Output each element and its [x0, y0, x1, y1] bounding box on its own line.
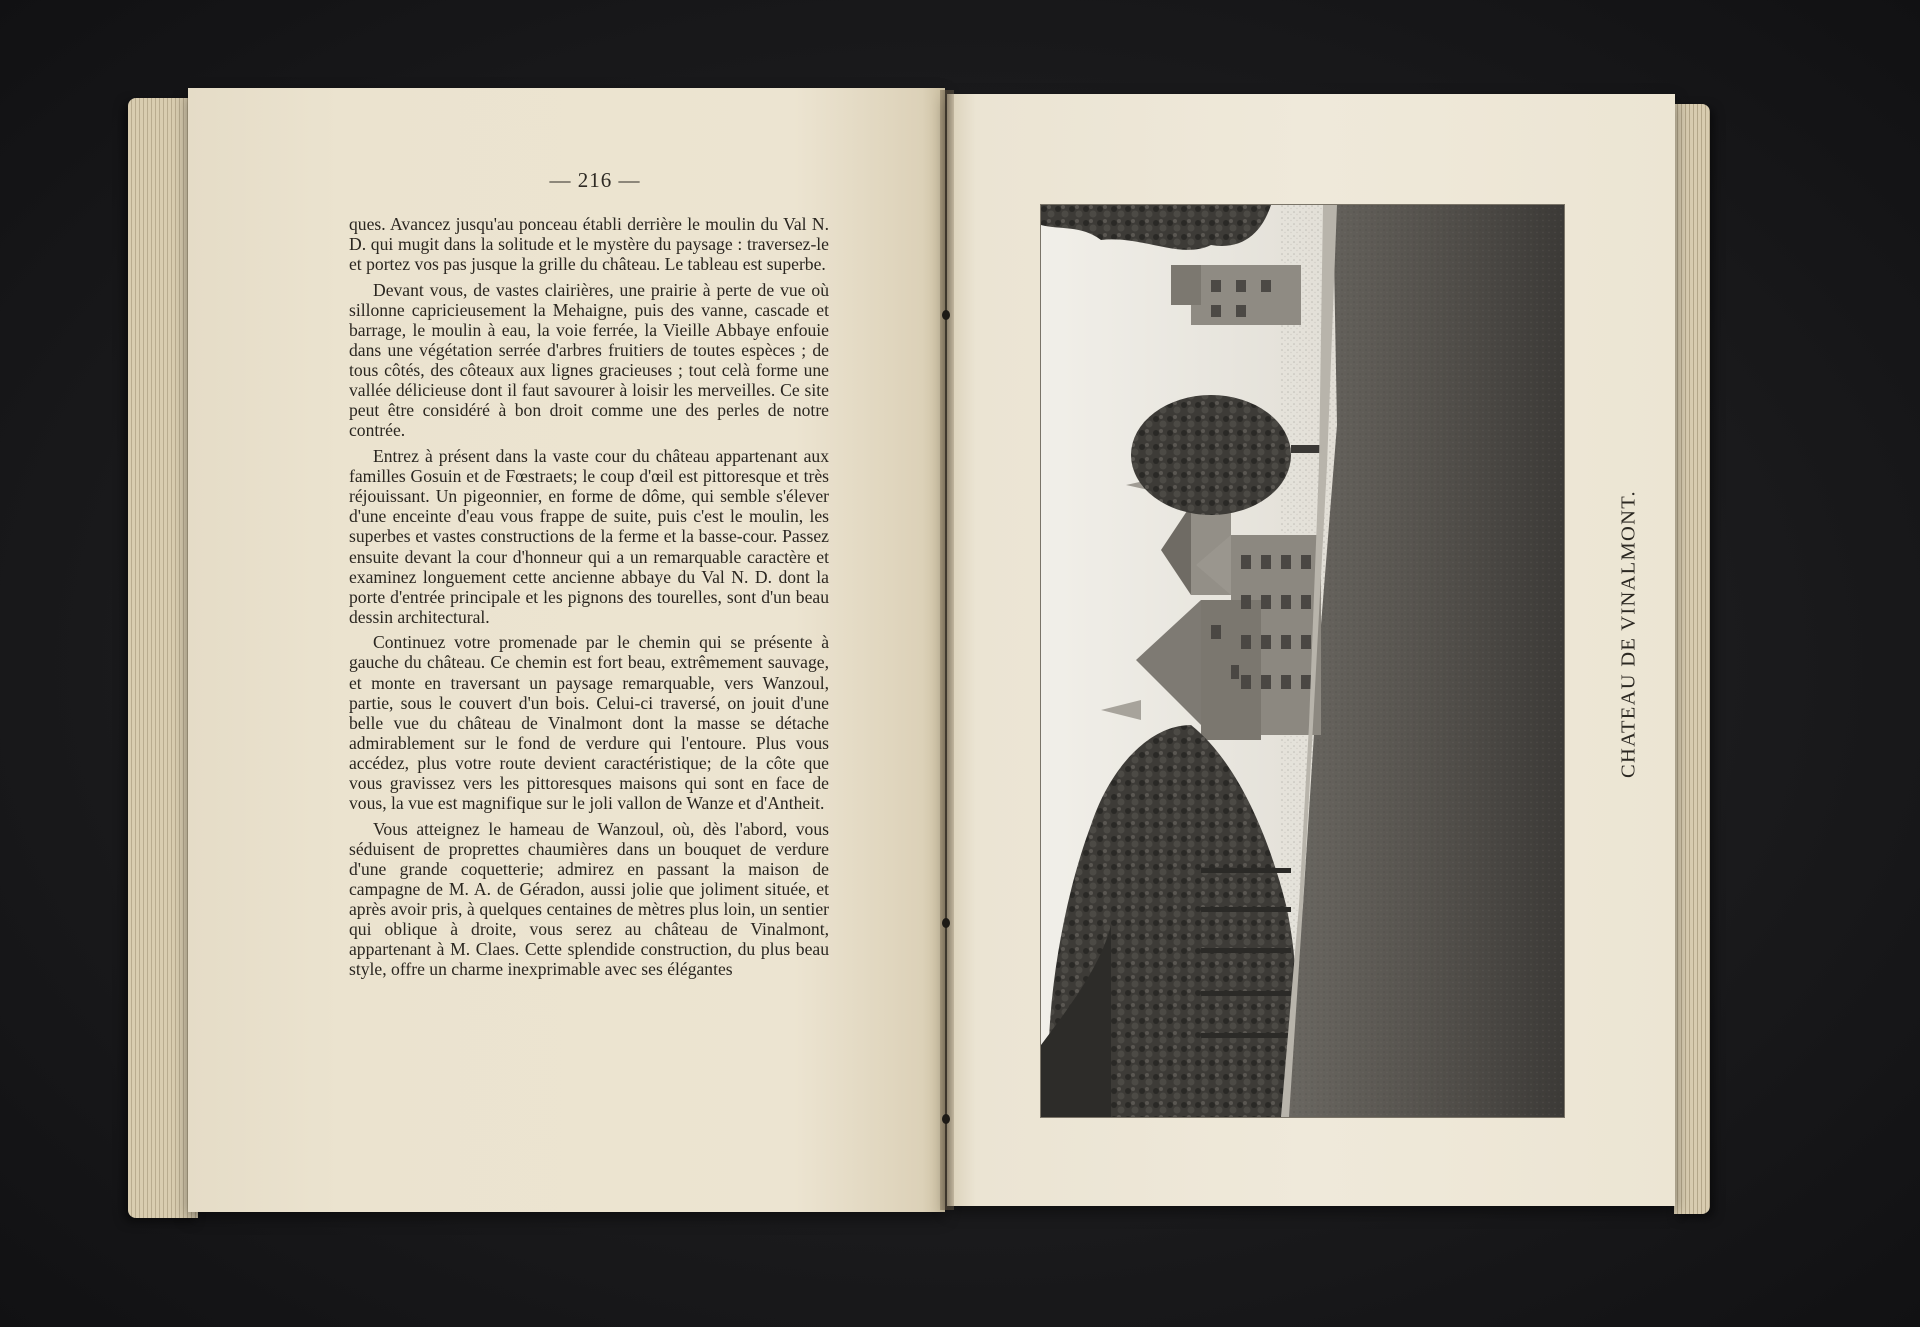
paragraph: ques. Avancez jusqu'au ponceau établi derrière le moulin du Val N. D. qui mugit dans la solitude et le mystère du paysage : traversez-le et portez vos pas jusque la grille du château. Le tableau est superbe.: [349, 214, 829, 275]
binding-stitch: [942, 918, 950, 928]
photo-plate: [1040, 204, 1565, 1118]
page-number: — 216 —: [549, 168, 641, 192]
book-gutter: [940, 90, 954, 1210]
binding-stitch: [942, 310, 950, 320]
paragraph: Vous atteignez le hameau de Wanzoul, où, dès l'abord, vous séduisent de proprettes chaumières dans un bouquet de verdure d'une grande coquetterie; admirez en passant la maison de campagne de M. A. de Géradon, aussi jolie que joliment située, et après avoir pris, à quelques centaines de mètres plus loin, un sentier qui oblique à droite, vous serez au château de Vinalmont, appartenant à M. Claes. Cette splendide construction, du plus beau style, offre un charme inexprimable avec ses élégantes: [349, 818, 829, 980]
paragraph: Devant vous, de vastes clairières, une prairie à perte de vue où sillonne capricieusement la Mehaigne, puis des vanne, cascade et barrage, le moulin à eau, la voie ferrée, la Vieille Abbaye enfouie dans une végétation serrée d'arbres fruitiers de toutes espèces ; de tous côtés, des côteaux aux lignes gracieuses ; tout celà forme une vallée délicieuse dont il faut savourer à loisir les merveilles. Ce site peut être considéré à bon droit comme une des perles de notre contrée.: [349, 279, 829, 441]
plate-caption: [1609, 484, 1649, 784]
right-page-edges: [1674, 104, 1710, 1214]
caption-text: CHATEAU DE VINALMONT.: [1617, 490, 1640, 778]
body-text: [349, 214, 829, 985]
binding-stitch: [942, 1114, 950, 1124]
paragraph: Continuez votre promenade par le chemin qui se présente à gauche du château. Ce chemin est fort beau, extrêmement sauvage, et monte en traversant un paysage remarquable, vers Wanzoul, partie, sous le couvert d'un bois. Celui-ci traversé, on jouit d'une belle vue du château de Vinalmont dont la masse se détache admirablement sur le fond de verdure qui l'entoure. Plus vous accédez, plus votre route devient caractéristique; de la côte que vous gravissez vers les pittoresques maisons qui sont en face de vous, la vue est magnifique sur le joli vallon de Wanze et d'Antheit.: [349, 632, 829, 814]
paragraph: Entrez à présent dans la vaste cour du château appartenant aux familles Gosuin et de Fœstraets; le coup d'œil est pittoresque et très réjouissant. Un pigeonnier, en forme de dôme, qui semble s'élever d'une enceinte d'eau vous frappe de suite, puis c'est le moulin, les superbes et vastes constructions de la ferme et la basse-cour. Passez ensuite devant la cour d'honneur qui a un remarquable caractère et examinez longuement cette ancienne abbaye du Val N. D. dont la porte d'entrée principale et les pignons des tourelles, sont d'un beau dessin architectural.: [349, 446, 829, 627]
chateau-photograph: [1041, 205, 1564, 1117]
